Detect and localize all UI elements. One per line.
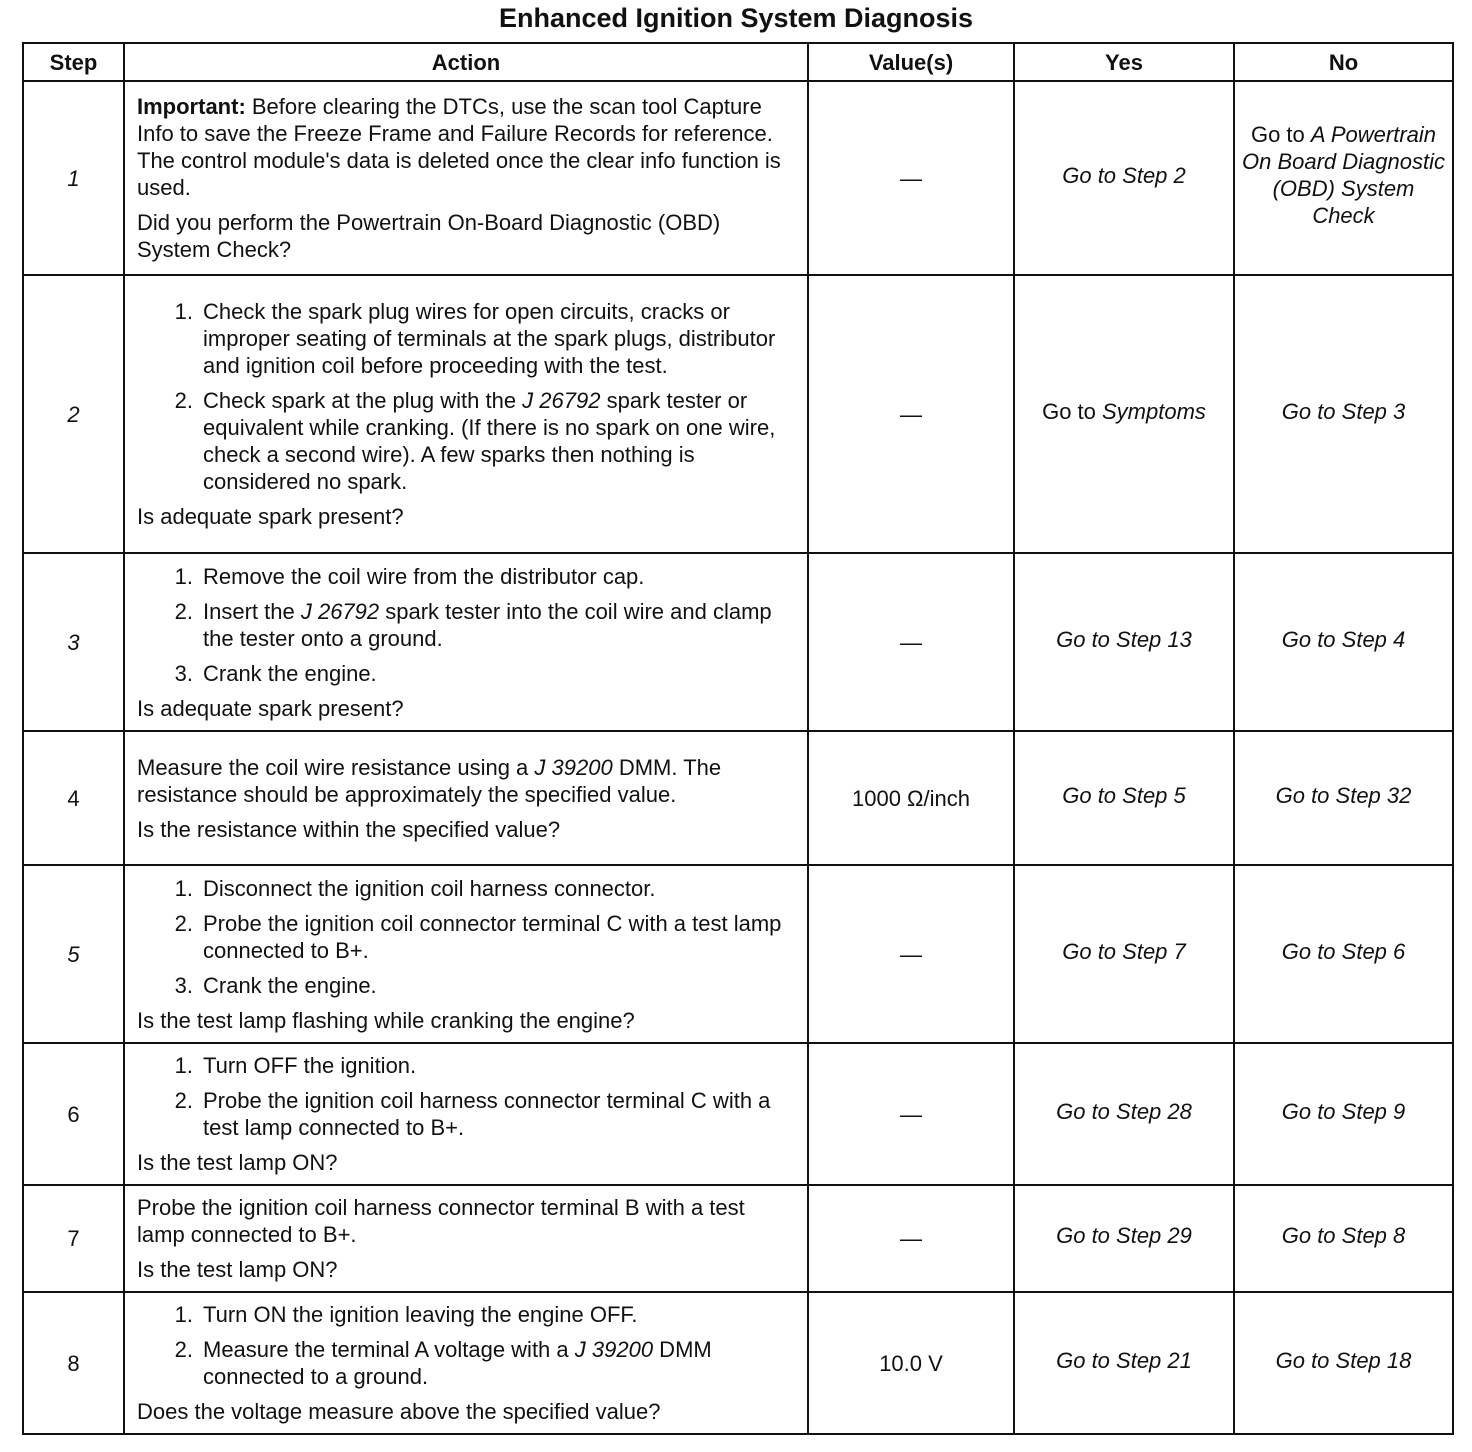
list-item: 1. Disconnect the ignition coil harness connector. xyxy=(174,875,656,901)
table-row xyxy=(23,865,1453,1043)
action-cell xyxy=(124,275,808,553)
list-item: 2. Insert the J 26792 spark tester into the coil wire and clamp the tester onto a ground. xyxy=(174,598,772,651)
no-link: A Powertrain On Board Diagnostic (OBD) System Check xyxy=(1242,122,1445,228)
list-item: 2. Probe the ignition coil connector terminal C with a test lamp connected to B+. xyxy=(174,910,782,963)
table-row xyxy=(23,1043,1453,1185)
list-item: 1. Turn OFF the ignition. xyxy=(174,1053,417,1078)
tool-number: J 39200 xyxy=(534,754,613,780)
tool-number: J 26792 xyxy=(522,388,601,413)
table-row xyxy=(23,1292,1453,1434)
no-cell: Go to Step 4 xyxy=(1234,553,1453,731)
step-number: 4 xyxy=(23,731,124,865)
action-cell: Measure the coil wire resistance using a J 39200 DMM. The resistance should be approximately the specified value. Is the resistance within the specified value? xyxy=(124,731,808,865)
action-text: Probe the ignition coil harness connector terminal B with a test lamp connected to B+. xyxy=(137,1195,745,1247)
action-cell xyxy=(124,553,808,731)
action-cell xyxy=(124,1185,808,1292)
list-item: 2. Probe the ignition coil harness connector terminal C with a test lamp connected to B+. xyxy=(174,1088,771,1140)
question-text: Is the resistance within the specified value? xyxy=(137,816,561,842)
question-text: Is the test lamp ON? xyxy=(137,1150,338,1175)
yes-cell: Go to Step 28 xyxy=(1014,1043,1234,1185)
document-title: Enhanced Ignition System Diagnosis xyxy=(498,3,974,33)
header-row xyxy=(23,43,1453,81)
value-cell: — xyxy=(808,553,1014,731)
no-cell: Go to Step 32 xyxy=(1234,731,1453,865)
table-row xyxy=(23,1185,1453,1292)
yes-link: Symptoms xyxy=(1102,398,1206,424)
important-text: Before clearing the DTCs, use the scan tool Capture Info to save the Freeze Frame and Failure Records for reference. The control module's data is deleted once the clear info function is used. xyxy=(137,94,781,200)
no-cell: Go to Step 6 xyxy=(1234,865,1453,1043)
header-values: Value(s) xyxy=(808,43,1014,81)
step-number: 8 xyxy=(23,1292,124,1434)
table-row xyxy=(23,553,1453,731)
list-item: 3. Crank the engine. xyxy=(174,972,377,998)
action-cell xyxy=(124,1043,808,1185)
yes-cell: Go to Step 7 xyxy=(1014,865,1234,1043)
step-number: 1 xyxy=(23,81,124,275)
list-item: 1. Remove the coil wire from the distributor cap. xyxy=(174,563,645,589)
step-number: 7 xyxy=(23,1185,124,1292)
no-cell: Go to Step 3 xyxy=(1234,275,1453,553)
table-row xyxy=(23,275,1453,553)
yes-cell: Go to Step 13 xyxy=(1014,553,1234,731)
list-item: 1. Turn ON the ignition leaving the engine OFF. xyxy=(174,1302,638,1327)
header-action: Action xyxy=(124,43,808,81)
question-text: Does the voltage measure above the specified value? xyxy=(137,1399,661,1424)
no-cell: Go to Step 18 xyxy=(1234,1292,1453,1434)
no-cell xyxy=(1234,81,1453,275)
tool-number: J 39200 xyxy=(574,1337,654,1362)
yes-cell: Go to Step 2 xyxy=(1014,81,1234,275)
action-cell xyxy=(124,81,808,275)
step-number: 5 xyxy=(23,865,124,1043)
header-step: Step xyxy=(23,43,124,81)
step-number: 6 xyxy=(23,1043,124,1185)
step-number: 2 xyxy=(23,275,124,553)
yes-cell: Go to Step 29 xyxy=(1014,1185,1234,1292)
value-cell: 1000 Ω/inch xyxy=(808,731,1014,865)
value-cell: — xyxy=(808,1043,1014,1185)
step-number: 3 xyxy=(23,553,124,731)
question-text: Is the test lamp flashing while cranking the engine? xyxy=(137,1007,635,1033)
no-cell: Go to Step 8 xyxy=(1234,1185,1453,1292)
value-cell: — xyxy=(808,1185,1014,1292)
question-text: Is the test lamp ON? xyxy=(137,1257,338,1282)
no-prefix: Go to xyxy=(1250,122,1311,147)
yes-cell: Go to Symptoms xyxy=(1014,275,1234,553)
question-text: Is adequate spark present? xyxy=(137,504,404,529)
tool-number: J 26792 xyxy=(300,598,380,624)
value-cell: — xyxy=(808,865,1014,1043)
question-text: Is adequate spark present? xyxy=(137,695,404,721)
list-item: 2. Check spark at the plug with the J 26792 spark tester or equivalent while cranking. (If there is no spark on one wire, check a second wire). A few sparks then nothing is considered no spark. xyxy=(174,388,776,494)
value-cell: 10.0 V xyxy=(808,1292,1014,1434)
important-label: Important: xyxy=(137,94,246,119)
action-cell xyxy=(124,1292,808,1434)
diagnosis-table xyxy=(22,42,1454,1435)
question-text: Did you perform the Powertrain On-Board Diagnostic (OBD) System Check? xyxy=(137,210,721,262)
list-item: 1. Check the spark plug wires for open circuits, cracks or improper seating of terminals at the spark plugs, distributor and ignition coil before proceeding with the test. xyxy=(174,299,776,378)
no-cell: Go to Step 9 xyxy=(1234,1043,1453,1185)
table-row xyxy=(23,731,1453,865)
list-item: 2. Measure the terminal A voltage with a J 39200 DMM connected to a ground. xyxy=(174,1337,712,1389)
value-cell: — xyxy=(808,275,1014,553)
header-no: No xyxy=(1234,43,1453,81)
action-cell xyxy=(124,865,808,1043)
value-cell: — xyxy=(808,81,1014,275)
header-yes: Yes xyxy=(1014,43,1234,81)
table-row xyxy=(23,81,1453,275)
yes-cell: Go to Step 5 xyxy=(1014,731,1234,865)
yes-cell: Go to Step 21 xyxy=(1014,1292,1234,1434)
list-item: 3. Crank the engine. xyxy=(174,660,377,686)
